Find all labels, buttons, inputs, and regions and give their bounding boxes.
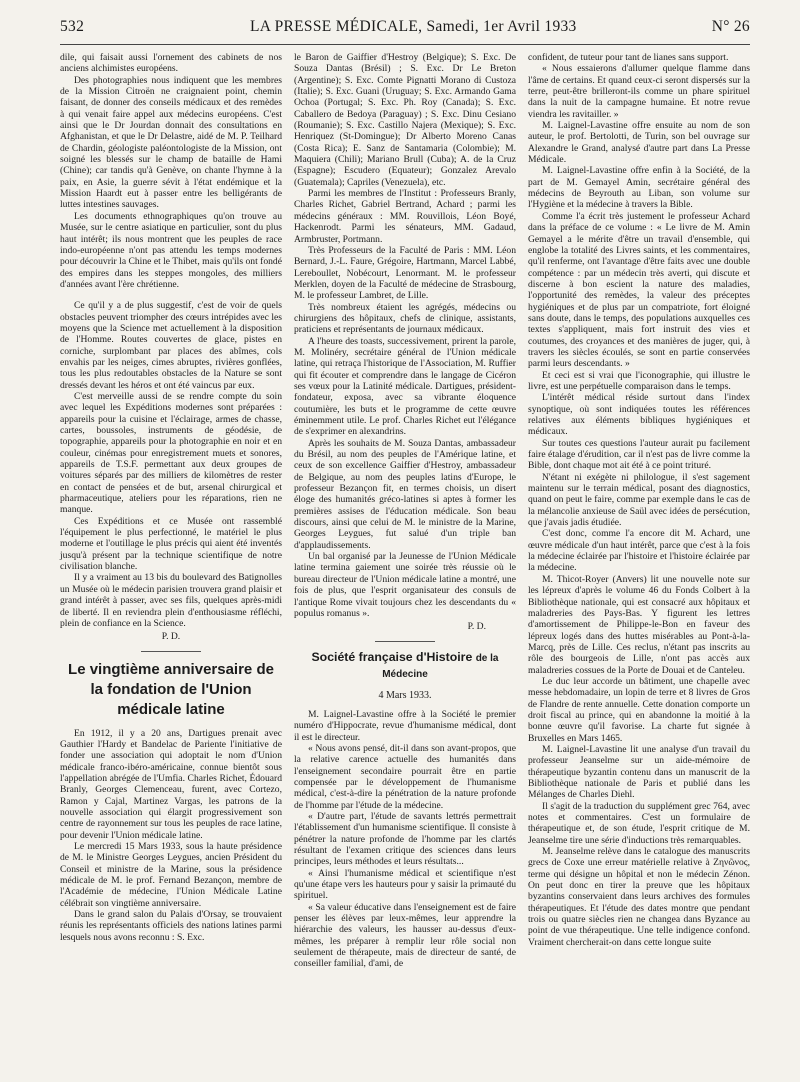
paragraph: M. Laignel-Lavastine offre enfin à la Société, de la part de M. Gemayel Amin, secrétaire général des médecins de Beyrouth au Liban, son volume sur l'Hygiène et la médecine à travers la Bible. xyxy=(528,165,750,211)
page-header xyxy=(60,18,750,44)
column-1 xyxy=(60,52,282,943)
section-heading xyxy=(294,650,516,682)
page-number: 532 xyxy=(60,18,85,35)
paragraph: Le duc leur accorde un bâtiment, une chapelle avec messe hebdomadaire, un lopin de terre et 8 livres de Gros de Flandre de rente annuelle. Cette donation comporte un droit fiscal au prince, qui en abandonne la moitié à la bonne œuvre qu'il favorise. La charte fut signée à Bruxelles en Mars 1465. xyxy=(528,675,750,744)
paragraph: Ces Expéditions et ce Musée ont rassemblé l'équipement le plus perfectionné, le matériel le plus moderne et l'outillage le plus précis qui aient été inventés jusqu'à présent par la technique scientifique de notre civilisation blanche. xyxy=(60,515,282,573)
paragraph: Après les souhaits de M. Souza Dantas, ambassadeur du Brésil, au nom des peuples de l'Amérique latine, et ceux de son excellence Gaiffier d'Hestroy, ambassadeur de Belgique, au nom des peuples latins d'Europe, le professeur Bezançon fit, en termes choisis, un disert éloge des humanités gréco-latines si aptes à former les premières assises de l'éducation médicale. Son beau discours, ainsi que celui de M. le ministre de la Marine, Georges Leygues, fut salué d'un triple ban d'applaudissements. xyxy=(294,437,516,551)
paragraph: M. Jeanselme relève dans le catalogue des manuscrits grecs de Coxe une erreur matérielle relative à Ζηνῶνος, terme qui désigne un hôpital et non le médecin Zénon. On peut donc en tirer la preuve que les hôpitaux byzantins conservaient dans leurs archives des formules thérapeutiques. Et l'étude des dates montre que pendant trois ou quatre siècles rien ne changea dans Byzance au point de vue thérapeutique. Une telle indigence confond. Vraiment chercherait-on dans cette longue suite xyxy=(528,846,750,948)
paragraph: C'est donc, comme l'a encore dit M. Achard, une œuvre médicale d'un haut intérêt, parce que c'est à la fois la médecine éclairée par l'histoire et l'histoire éclairée par la médecine. xyxy=(528,528,750,574)
paragraph: « Nous avons pensé, dit-il dans son avant-propos, que la relative carence actuelle des humanités dans l'enseignement secondaire pourrait être en partie compensée par le développement de l'humanisme médical, c'est-à-dire la pénétration de la nature profonde de l'homme par l'étude de la médecine. xyxy=(294,742,516,811)
paragraph: Il y a vraiment au 13 bis du boulevard des Batignolles un Musée où le médecin parisien trouvera grand plaisir et grand intérêt à passer, avec ses fils, quelques après-midi de liberté. Il en reviendra plein d'enthousiasme réfléchi, plein de confiance en la Science. xyxy=(60,572,282,629)
section-divider xyxy=(141,651,201,652)
paragraph: M. Laignel-Lavastine offre à la Société le premier numéro d'Hippocrate, revue d'humanisme médical, dont il est le directeur. xyxy=(294,708,516,743)
paragraph: Il s'agit de la traduction du supplément grec 764, avec notes et commentaires. C'est un formulaire de thérapeutique et, de son étude, l'esprit critique de M. Jeanselme tire une série d'inductions très remarquables. xyxy=(528,800,750,846)
paragraph: Dans le grand salon du Palais d'Orsay, se trouvaient réunis les représentants officiels des nations latines parmi lesquels nous avons reconnu : S. Exc. xyxy=(60,909,282,943)
paragraph: le Baron de Gaiffier d'Hestroy (Belgique); S. Exc. De Souza Dantas (Brésil) ; S. Exc. Dr Le Breton (Argentine); S. Exc. Comte Pignatti Morano di Custoza (Italie); S. Exc. Guani (Uruguay; S. Exc. Armando Gama Ochoa (Portugal; S. Exc. Ph. Roy (Canada); S. Exc. Caballero de Bedoya (Paraguay) ; S. Exc. Dinu Cesiano (Roumanie); S. Exc. Castillo Najera (Mexique); S. Exc. Henriquez (St-Domingue); Dr Alberto Moreno Canas (Costa Rica); E. Sanz de Santamaria (Colombie); M. Maquiera (Chili); Mariano Brull (Cuba); A. de la Cruz (Espagne); Escudero (Equateur); Gonzalez Arevalo (Guatemala); Capriles (Venezuela), etc. xyxy=(294,52,516,188)
column-2 xyxy=(294,52,516,970)
paragraph: L'intérêt médical réside surtout dans l'index synoptique, où sont indiquées toutes les références relatives aux éléments bibliques hygiéniques et médicaux. xyxy=(528,392,750,438)
paragraph: « Nous essaierons d'allumer quelque flamme dans l'âme de certains. Et quand ceux-ci seront dispersés sur la terre, peut-être brilleront-ils comme un phare spirituel dans la nuit de la campagne humaine. Et notre revue viendra les ravitailler. » xyxy=(528,63,750,120)
paragraph: confident, de tuteur pour tant de lianes sans support. xyxy=(528,52,729,63)
paragraph: « Sa valeur éducative dans l'enseignement est de faire penser les élèves par leux-mêmes, leur apprendre la hiérarchie des valeurs, les hausser au-dessus d'eux-mêmes, les préparer à remplir leur rôle social non seulement de thérapeute, mais de directeur de santé, de conseiller familial, d'ami, de xyxy=(294,901,516,970)
paragraph: Sur toutes ces questions l'auteur aurait pu facilement faire étalage d'érudition, car il n'est pas de livre comme la Bible, dont chaque mot ait été à ce point trituré. xyxy=(528,437,750,472)
paragraph: Très Professeurs de la Faculté de Paris : MM. Léon Bernard, J.-L. Faure, Grégoire, Hartmann, Marcel Labbé, Lereboullet, Nobécourt, Lenormant. M. le professeur Merklen, doyen de la Faculté de médecine de Strasbourg, M. le professeur Lambret, de Lille. xyxy=(294,244,516,302)
paragraph: « Ainsi l'humanisme médical et scientifique n'est qu'une étape vers les hauteurs pour y saisir la primauté du spirituel. xyxy=(294,867,516,902)
section-heading-main: Société française d'Histoire xyxy=(311,649,473,664)
paragraph: C'est merveille aussi de se rendre compte du soin avec lequel les Expéditions modernes sont préparées : appareils pour la cuisine et l'éclairage, armes de chasse, cartes, boussoles, instruments de géodésie, de topographie, appareils pour la photographie en noir et en couleur, cinémas pour enregistrement muets et sonores, appareils de T.S.F. permettant aux deux groupes de voitures séparés par des milliers de kilomètres de rester en contact de pensées et de but, arsenal chirurgical et pharmaceutique, ateliers pour les réparations, rien ne manque. xyxy=(60,390,282,516)
paragraph: dile, qui faisait aussi l'ornement des cabinets de nos anciens alchimistes européens. xyxy=(60,52,282,75)
paragraph: Très nombreux étaient les agrégés, médecins ou chirurgiens des hôpitaux, chefs de clinique, assistants, praticiens et représentants de journaux médicaux. xyxy=(294,301,516,336)
signature: P. D. xyxy=(161,631,181,643)
article-heading: Le vingtième anniversaire de la fondation de l'Union médicale latine xyxy=(68,660,274,718)
session-date: 4 Mars 1933. xyxy=(378,689,432,701)
paragraph: M. Thicot-Royer (Anvers) lit une nouvelle note sur les lépreux d'après le volume 46 du Fonds Colbert à la Bibliothèque nationale, qui est consacré aux hôpitaux et maladreries des Pays-Bas. Y figurent les lettres d'amortissement de Philippe-le-Bon en faveur des lépreux logés dans des huttes misérables au Pont-à-la-Marcq, près de Lille. Ces reclus, n'étant pas inscrits au rôle des bourgeois de Lille, n'ont pas accès aux maladreries cossues de la Porte de Douai et de Canteleu. xyxy=(528,573,750,676)
paragraph: En 1912, il y a 20 ans, Dartigues prenait avec Gauthier l'Hardy et Bandelac de Pariente l'initiative de fonder une association qui adoptait le nom d'Union médicale franco-ibéro-américaine, connue bientôt sous l'appellation abrégée de l'Umfia. Charles Richet, Édouard Branly, Georges Clemenceau, furent, avec Cortezo, Ramon y Cajal, Martinez Vargas, les patrons de la nouvelle association qui élargit progressivement son centre de rayonnement sur tous les peuples de race latine, pour devenir l'Union médicale latine. xyxy=(60,727,282,841)
paragraph: Parmi les membres de l'Institut : Professeurs Branly, Charles Richet, Gabriel Bertrand, Achard ; parmi les médecins généraux : MM. Rouvillois, Léon Boyé, Hackenrodt. Parmi les sénateurs, MM. Gadaud, Armbruster, Portmann. xyxy=(294,188,516,245)
paragraph: Un bal organisé par la Jeunesse de l'Union Médicale latine termina gaiement une soirée très réussie où le bureau directeur de l'Union médicale latine a montré, une fois de plus, que l'esprit organisateur des consuls de l'antique Rome vivait toujours chez les descendants du « populus romanus ». xyxy=(294,551,516,619)
section-divider xyxy=(375,641,435,642)
header-rule xyxy=(60,44,750,45)
signature: P. D. xyxy=(467,621,486,633)
paragraph: M. Laignel-Lavastine lit une analyse d'un travail du professeur Jeanselme sur un aide-mémoire de thérapeutique byzantin contenu dans un manuscrit de la Bibliothèque nationale de Paris et publié dans les Mélanges de Charles Diehl. xyxy=(528,743,750,801)
paragraph: Le mercredi 15 Mars 1933, sous la haute présidence de M. le Ministre Georges Leygues, ancien Président du Conseil et ministre de la Marine, sous la présidence médicale de M. le prof. Fernand Bezançon, membre de l'Académie de médecine, l'Union Médicale Latine célébrait son vingtième anniversaire. xyxy=(60,840,282,909)
paragraph: Comme l'a écrit très justement le professeur Achard dans la préface de ce volume : « Le livre de M. Amin Gemayel a le mérite d'être un travail d'ensemble, qui englobe la totalité des Livres saints, et les commentaires, qu'il renferme, ont l'avantage d'être faits avec une double compétence : par un médecin très averti, qui discute et discerne à bon escient la nature des maladies, l'opportunité des remèdes, la valeur des préceptes hygiéniques et de plus par un compatriote, fort éloigné sans doute, dans le temps, des populations auxquelles ces textes s'appliquent, mais fort instruit des vies et coutumes, des croyances et des manières de juger, qui, à travers les siècles écoulés, se sont en partie conservées parmi leurs descendants. » xyxy=(528,210,750,370)
column-3 xyxy=(528,52,750,948)
paragraph: « D'autre part, l'étude de savants lettrés permettrait l'établissement d'un humanisme scientifique. Il consiste à pénétrer la nature profonde de l'homme par les clartés résultant de l'examen critique des sciences dans leurs principes, leurs méthodes et leurs résultats... xyxy=(294,810,516,868)
paragraph: Ce qu'il y a de plus suggestif, c'est de voir de quels obstacles peuvent triompher des cœurs intrépides avec les moyens que la Science met actuellement à la disposition de l'Homme. Routes couvertes de glace, pistes en corniche, surplombant par places des abîmes, cols envahis par les neiges, cimes abruptes, rivières gonflées, tous les plus redoutables obstacles de la Nature se sont dressés devant les héros et ont été vaincus par eux. xyxy=(60,300,282,391)
paragraph: A l'heure des toasts, successivement, prirent la parole, M. Molinéry, secrétaire général de l'Union médicale latine, qui retraça l'historique de l'Association, M. Ruffier qui fit écouter et comprendre dans le langage de Cicéron ses vœux pour la Latinité médicale. Dartigues, président-fondateur, exposa, avec sa vibrante éloquence coutumière, les buts et le programme de cette œuvre éminemment utile. Le prof. Charles Richet eut l'élégance de s'exprimer en alexandrins. xyxy=(294,335,516,438)
paragraph: Des photographies nous indiquent que les membres de la Mission Citroën ne craignaient point, chemin faisant, de donner des conseils médicaux et des remèdes à qui venait faire appel aux médecins européens. C'est ainsi que le Dr Jourdan donnait des consultations en Afghanistan, et que le Dr Delastre, aidé de M. P. Teilhard de Chardin, géologiste paléontologiste de la Mission, ont soigné les blessés sur le champ de bataille de Hami (Chine); car tandis qu'à Genève, on chante l'hymne à la paix, en Asie, la guerre sévit à l'état endémique et la Mission Haardt eut à passer entre les belligérants de luttes intestines sauvages. xyxy=(60,74,282,211)
issue-number: N° 26 xyxy=(711,18,750,35)
paragraph: Les documents ethnographiques qu'on trouve au Musée, sur le centre asiatique en particulier, sont du plus haut intérêt; ils nous montrent que les peuples de race indo-européenne n'ont pas attendu les temps modernes pour découvrir la Chine et le Thibet, mais qu'ils ont fondé des empires dans les steppes mongoles, des milliers d'années avant l'ère chrétienne. xyxy=(60,210,282,290)
paragraph: Et ceci est si vrai que l'iconographie, qui illustre le livre, est une perpétuelle comparaison dans le temps. xyxy=(528,369,750,392)
journal-title: LA PRESSE MÉDICALE, Samedi, 1er Avril 1933 xyxy=(250,18,577,35)
paragraph: N'étant ni exégète ni philologue, il s'est sagement maintenu sur le terrain médical, posant des diagnostics, quand on peut le faire, comme par exemple dans le cas de la mélancolie anxieuse de Saül avec idées de persécution, que j'avais jadis étudiée. xyxy=(528,471,750,529)
paragraph: M. Laignel-Lavastine offre ensuite au nom de son auteur, le prof. Bertolotti, de Turin, son bel ouvrage sur Alexandre le Grand, analysé d'autre part dans La Presse Médicale. xyxy=(528,120,750,166)
section-heading-small: de la Médecine xyxy=(382,652,499,680)
